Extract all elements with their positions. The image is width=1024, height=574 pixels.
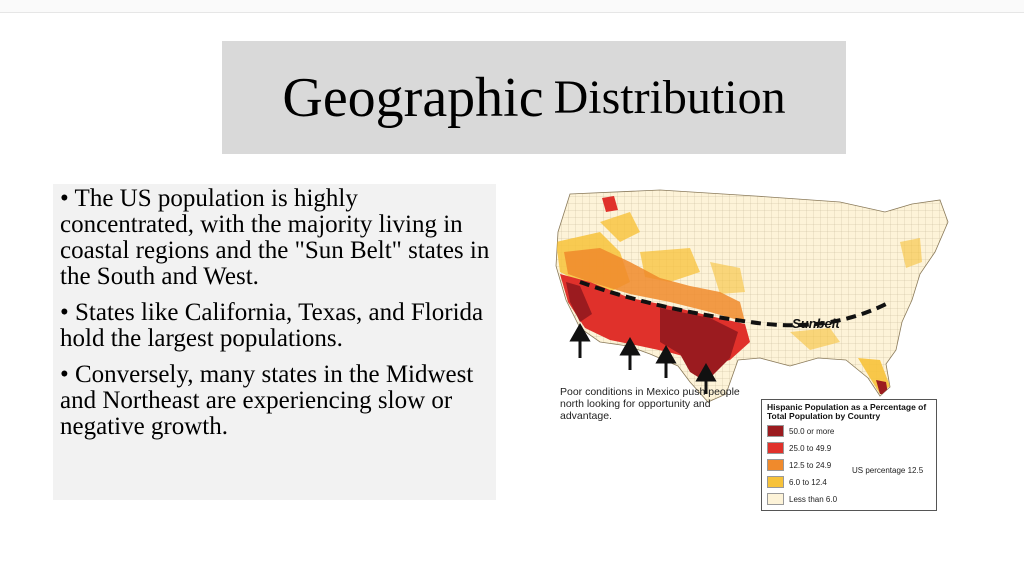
legend-item <box>767 424 834 438</box>
legend-swatch <box>767 425 784 437</box>
map-legend <box>761 399 937 511</box>
legend-label: 50.0 or more <box>789 426 835 436</box>
bullet-1: • The US population is highly concentrated, with the majority living in coastal regions and the "Sun Belt" states in the South and West. <box>60 185 490 290</box>
legend-swatch <box>767 459 784 471</box>
legend-label: 12.5 to 24.9 <box>789 460 832 470</box>
slide-top-frame <box>0 0 1024 13</box>
sunbelt-label: Sunbelt <box>792 316 840 331</box>
legend-swatch <box>767 493 784 505</box>
legend-label: 6.0 to 12.4 <box>789 477 827 487</box>
legend-label: Less than 6.0 <box>789 494 838 504</box>
mexico-caption: Poor conditions in Mexico push people north looking for opportunity and advantage. <box>560 386 740 422</box>
slide-title <box>222 41 846 154</box>
legend-title: Hispanic Population as a Percentage of Total Population by Country <box>767 402 927 421</box>
title-part-2: Distribution <box>553 71 786 124</box>
bullet-3: • Conversely, many states in the Midwest and Northeast are experiencing slow or negative growth. <box>60 361 474 440</box>
legend-item <box>767 441 831 455</box>
us-percentage-note: US percentage 12.5 <box>852 466 924 475</box>
legend-item <box>767 492 837 506</box>
legend-label: 25.0 to 49.9 <box>789 443 832 453</box>
legend-swatch <box>767 476 784 488</box>
legend-item <box>767 475 827 489</box>
bullet-2: • States like California, Texas, and Florida hold the largest populations. <box>60 299 484 352</box>
bullet-text-box <box>53 184 496 500</box>
legend-swatch <box>767 442 784 454</box>
title-part-1: Geographic <box>282 66 544 129</box>
legend-item <box>767 458 831 472</box>
